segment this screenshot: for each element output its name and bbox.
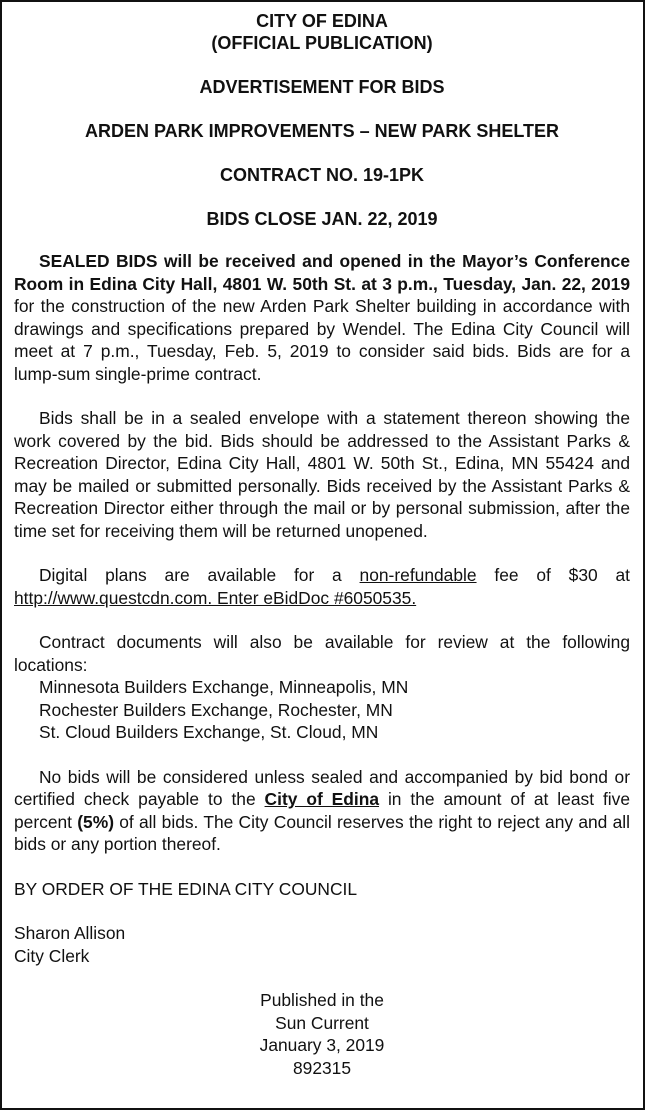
paragraph-contract-documents: Contract documents will also be available for review at the following locations: [14,632,630,675]
sealed-bids-text: for the construction of the new Arden Park Shelter building in accordance with drawings and specifications prepared by Wendel. The Edina City Council will meet at 7 p.m., Tuesday, Feb. 5, 2019 to consider said bids. Bids are for a lump-sum single-prime contract. [14,296,630,384]
location-item: Minnesota Builders Exchange, Minneapolis, MN [39,677,409,697]
paragraph-sealed-bids [14,250,630,385]
questcdn-link[interactable]: http://www.questcdn.com. Enter eBidDoc #6050535. [14,587,417,608]
official-publication-label: (OFFICIAL PUBLICATION) [211,33,433,53]
project-title: ARDEN PARK IMPROVEMENTS – NEW PARK SHELTER [84,121,560,141]
fee-text: fee of $30 at [476,565,631,585]
non-refundable-text: non-refundable [359,565,477,585]
publication-info [14,989,630,1079]
signer-title: City Clerk [14,945,90,966]
spacer [14,609,630,631]
order-statement: BY ORDER OF THE EDINA CITY COUNCIL [14,878,358,899]
publication-date: January 3, 2019 [259,1035,385,1055]
newspaper-name: Sun Current [275,1012,369,1033]
paragraph-digital-plans [14,564,630,609]
bids-close-date: BIDS CLOSE JAN. 22, 2019 [206,209,438,229]
publication-id: 892315 [292,1057,352,1078]
city-of-edina-text: City of Edina [264,789,380,809]
published-in-label: Published in the [260,990,384,1010]
five-percent-text: (5%) [77,811,114,832]
bid-bond-text: No bids will be considered unless sealed and accompanied by bid bond or certified check payable to the [14,766,630,809]
location-item: Rochester Builders Exchange, Rochester, MN [39,699,393,720]
paragraph-bid-bond [14,766,630,856]
spacer [14,856,630,878]
digital-plans-text: Digital plans are available for a [39,565,360,585]
contract-number: CONTRACT NO. 19-1PK [219,165,425,185]
notice-header [14,10,630,54]
signer-name: Sharon Allison [14,923,126,943]
spacer [14,744,630,766]
sealed-bids-bold-text: SEALED BIDS will be received and opened in the Mayor’s Conference Room in Edina City Hall, 4801 W. 50th St. at 3 p.m., Tuesday, Jan. 22, 2019 [14,251,630,294]
location-item: St. Cloud Builders Exchange, St. Cloud, MN [39,722,379,742]
amount-text: in the amount of at least five percent [14,789,631,832]
ad-title: ADVERTISEMENT FOR BIDS [199,77,445,97]
city-name: CITY OF EDINA [256,11,388,31]
paragraph-envelope: Bids shall be in a sealed envelope with a statement thereon showing the work covered by the bid. Bids should be addressed to the Assistant Parks & Recreation Director, Edina City Hall, 4801 W. 50th St., Edina, MN 55424 and may be mailed or submitted personally. Bids received by the Assistant Parks & Recreation Director either through the mail or by personal submission, after the time set for receiving them will be returned unopened. [14,408,630,541]
spacer [14,900,630,922]
reserve-right-text: of all bids. The City Council reserves the right to reject any and all bids or any portion thereof. [14,811,630,854]
